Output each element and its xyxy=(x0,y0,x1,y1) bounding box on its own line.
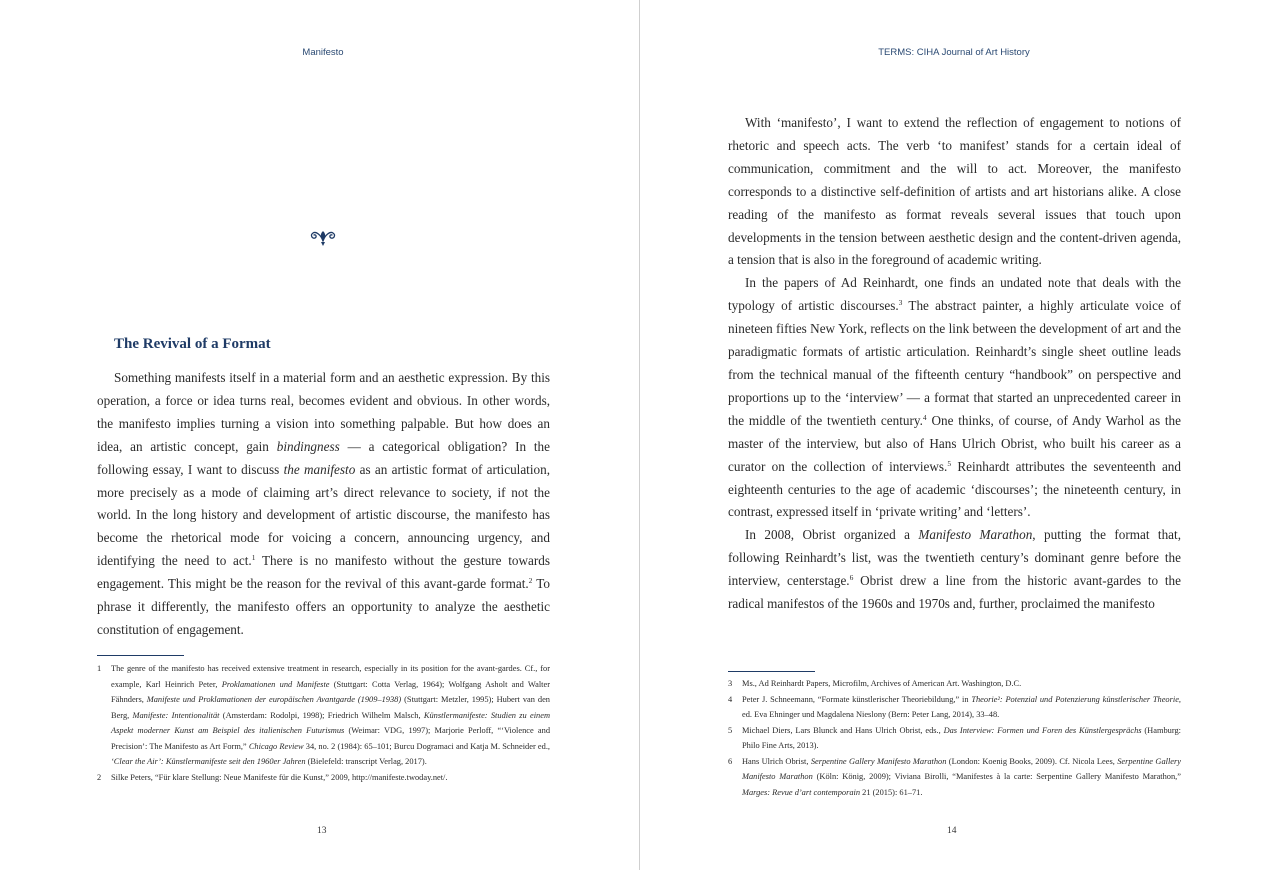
left-body-text xyxy=(97,367,550,642)
footnote-ref[interactable]: 2 xyxy=(528,576,533,586)
page-number-left: 13 xyxy=(317,826,327,836)
section-title: The Revival of a Format xyxy=(114,336,271,352)
fleuron-ornament-icon xyxy=(308,224,338,248)
footnote: 1 The genre of the manifesto has received extensive treatment in research, especially in its position for the avant-gardes. Cf., for example, Karl Heinrich Peter, Proklamationen und Manifeste (Stuttgart: Cotta Verlag, 1964); Wolfgang Asholt and Walter Fähnders, Manifeste und Proklamationen der europäischen Avantgarde (1909–1938) (Stuttgart: Metzler, 1995); Hubert van den Berg, Manifeste: Intentionalität (Amsterdam: Rodolpi, 1998); Friedrich Wilhelm Malsch, Künstlermanifeste: Studien zu einem Aspekt moderner Kunst am Beispiel des italienischen Futurismus (Weimar: VDG, 1997); Marjorie Perloff, “‘Violence and Precision’: The Manifesto as Art Form,” Chicago Review 34, no. 2 (1984): 65–101; Burcu Dogramaci and Katja M. Schneider ed., ‘Clear the Air’: Künstlermanifeste seit den 1960er Jahren (Bielefeld: transcript Verlag, 2017). xyxy=(97,664,551,766)
paragraph: With ‘manifesto’, I want to extend the reflection of engagement to notions of rhetoric and speech acts. The verb ‘to manifest’ stands for a certain ideal of communication, commitment and the will to act. Moreover, the manifesto corresponds to a distinctive self-definition of artists and art historians alike. A close reading of the manifesto as format reveals several issues that touch upon developments in the tension between aesthetic design and the content-driven agenda, a tension that is also in the foreground of academic writing. xyxy=(728,115,1181,268)
right-body-text xyxy=(728,112,1181,616)
footnote: 4 Peter J. Schneemann, “Formate künstlerischer Theoriebildung,” in Theorie²: Potenzial und Potenzierung künstlerischer Theorie, ed. Eva Ehninger und Magdalena Nieslony (Bern: Peter Lang, 2014), 33–48. xyxy=(728,694,1182,719)
footnote: 2 Silke Peters, “Für klare Stellung: Neue Manifeste für die Kunst,” 2009, http://manifeste.twoday.net/. xyxy=(97,770,550,786)
footnote-ref[interactable]: 6 xyxy=(849,573,854,583)
footnote-ref[interactable]: 5 xyxy=(947,458,952,468)
right-page xyxy=(640,0,1281,870)
left-page xyxy=(0,0,639,870)
running-head-left: Manifesto xyxy=(302,47,344,58)
footnote: 6 Hans Ulrich Obrist, Serpentine Gallery Manifesto Marathon (London: Koenig Books, 2009). Cf. Nicola Lees, Serpentine Gallery Manifesto Marathon (Köln: König, 2009); Viviana Birolli, “Manifestes à la carte: Serpentine Gallery Manifesto Marathon,” Marges: Revue d’art contemporain 21 (2015): 61–71. xyxy=(728,756,1181,797)
paragraph: In 2008, Obrist organized a Manifesto Marathon, putting the format that, following Reinhardt’s list, was the twentieth century’s dominant genre before the interview, centerstage.$^6$ Obrist drew a line from the historic avant-gardes to the radical manifestos of the 1960s and 1970s and, further, proclaimed the manifesto xyxy=(728,527,1182,612)
footnote: 5 Michael Diers, Lars Blunck and Hans Ulrich Obrist, eds., Das Interview: Formen und Foren des Künstlergesprächs (Hamburg: Philo Fine Arts, 2013). xyxy=(728,725,1181,750)
page-number-right: 14 xyxy=(947,826,957,836)
paragraph: Something manifests itself in a material form and an aesthetic expression. By this operation, a force or idea turns real, becomes evident and obvious. In other words, the manifesto implies turning a vision into something palpable. But how does an idea, an artistic concept, gain bindingness — a categorical obligation? In the following essay, I want to discuss the manifesto as an artistic format of articulation, more precisely as a mode of claiming art’s direct relevance to society, if not the world. In the long history and development of artistic discourse, the manifesto has become the rhetorical mode for voicing a concern, announcing urgency, and identifying the need to act.$^1$ There is no manifesto without the gesture towards engagement. This might be the reason for the revival of this avant-garde format.$^2$ To phrase it differently, the manifesto offers an opportunity to analyze the aesthetic constitution of engagement. xyxy=(97,370,550,637)
footnotes-left xyxy=(97,661,550,785)
footnote-divider xyxy=(728,671,815,672)
running-head-right: TERMS: CIHA Journal of Art History xyxy=(878,47,1030,58)
footnote-ref[interactable]: 4 xyxy=(922,412,927,422)
footnote-ref[interactable]: 3 xyxy=(898,298,903,308)
footnote: 3 Ms., Ad Reinhardt Papers, Microfilm, Archives of American Art. Washington, D.C. xyxy=(728,679,1022,688)
footnote-ref[interactable]: 1 xyxy=(251,553,256,563)
footnotes-right xyxy=(728,676,1181,800)
footnote-link[interactable]: Silke Peters, “Für klare Stellung: Neue Manifeste für die Kunst,” 2009, http://manifeste.twoday.net/. xyxy=(111,772,448,782)
footnote-divider xyxy=(97,655,184,656)
paragraph: In the papers of Ad Reinhardt, one finds an undated note that deals with the typology of artistic discourses.$^3$ The abstract painter, a highly articulate voice of nineteen fifties New York, reflects on the link between the development of art and the paradigmatic formats of artistic articulation. Reinhardt’s single sheet outline leads from the technical manual of the fifteenth century “handbook” on perspective and proportions up to the ‘interview’ — a format that started an unprecedented career in the middle of the twentieth century.$^4$ One thinks, of course, of Andy Warhol as the master of the interview, but also of Hans Ulrich Obrist, who built his career as a curator on the collection of interviews.$^5$ Reinhardt attributes the seventeenth and eighteenth centuries to the age of academic ‘discourses’; the nineteenth century, in contrast, expressed itself in ‘private writing’ and ‘letters’. xyxy=(728,275,1181,520)
